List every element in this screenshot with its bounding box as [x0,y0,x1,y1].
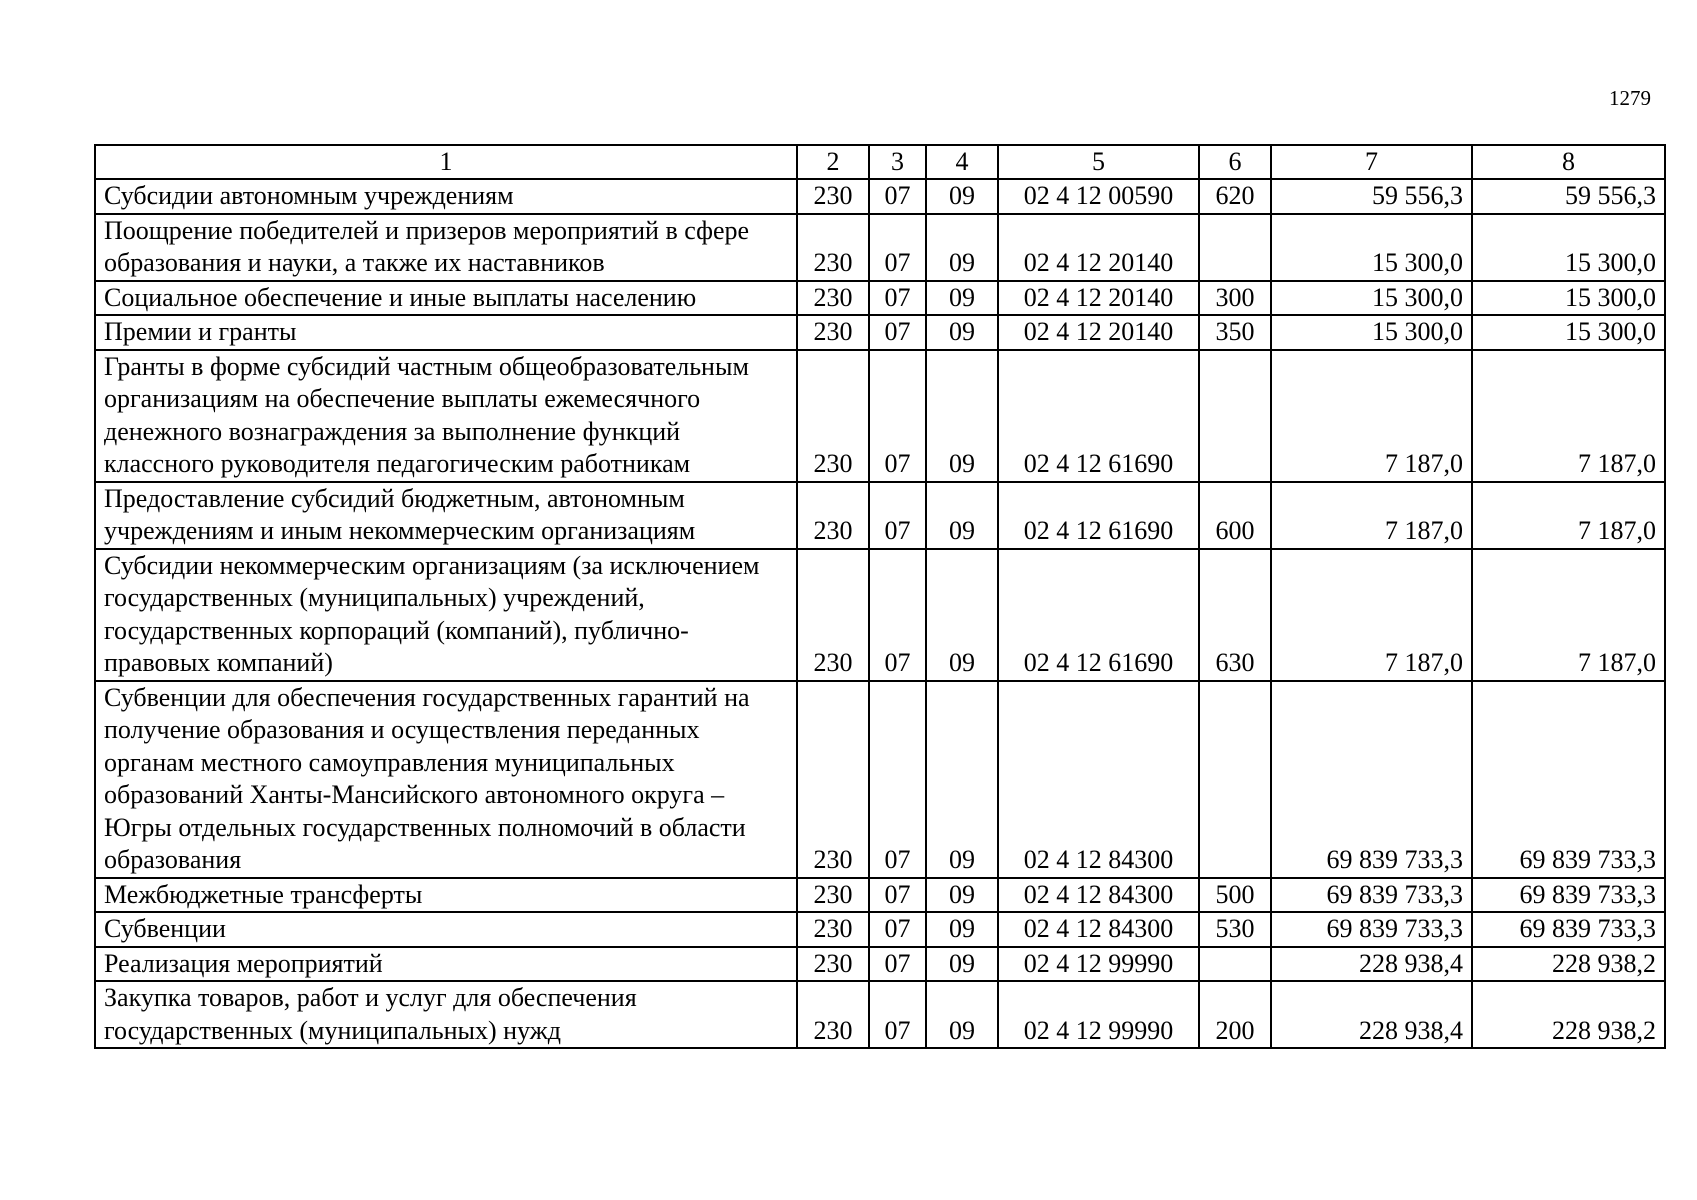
row-name: Социальное обеспечение и иные выплаты населению [95,281,797,316]
column-header: 6 [1199,145,1271,179]
col-7-value: 228 938,4 [1271,981,1472,1048]
col-5-value: 02 4 12 84300 [998,912,1199,947]
column-header: 5 [998,145,1199,179]
col-5-value: 02 4 12 61690 [998,549,1199,681]
col-6-value: 350 [1199,315,1271,350]
col-2-value: 230 [797,549,869,681]
table-row [95,214,1665,281]
col-6-value [1199,350,1271,482]
header-row [95,145,1665,179]
col-4-value: 09 [926,482,998,549]
col-4-value: 09 [926,912,998,947]
row-name: Субвенции для обеспечения государственных гарантий на получение образования и осуществления переданных органам местного самоуправления муниципальных образований Ханты-Мансийского автономного округа – Югры отдельных государственных полномочий в области образования [95,681,797,878]
col-7-value: 228 938,4 [1271,947,1472,982]
col-5-value: 02 4 12 20140 [998,281,1199,316]
col-4-value: 09 [926,315,998,350]
col-6-value: 300 [1199,281,1271,316]
col-8-value: 7 187,0 [1472,549,1665,681]
page-number: 1279 [1609,86,1651,110]
col-4-value: 09 [926,214,998,281]
col-6-value: 200 [1199,981,1271,1048]
table-row [95,315,1665,350]
col-2-value: 230 [797,281,869,316]
col-2-value: 230 [797,482,869,549]
col-8-value: 7 187,0 [1472,482,1665,549]
col-6-value [1199,947,1271,982]
col-2-value: 230 [797,681,869,878]
row-name: Гранты в форме субсидий частным общеобразовательным организациям на обеспечение выплаты ежемесячного денежного вознаграждения за выполнение функций классного руководителя педагогическим работникам [95,350,797,482]
col-6-value [1199,214,1271,281]
column-header: 1 [95,145,797,179]
table-header [95,145,1665,179]
col-7-value: 69 839 733,3 [1271,912,1472,947]
table-row [95,281,1665,316]
col-5-value: 02 4 12 00590 [998,179,1199,214]
col-8-value: 7 187,0 [1472,350,1665,482]
column-header: 4 [926,145,998,179]
col-3-value: 07 [869,179,926,214]
col-7-value: 7 187,0 [1271,350,1472,482]
col-8-value: 69 839 733,3 [1472,912,1665,947]
column-header: 2 [797,145,869,179]
col-6-value: 500 [1199,878,1271,913]
col-4-value: 09 [926,947,998,982]
col-7-value: 69 839 733,3 [1271,878,1472,913]
col-5-value: 02 4 12 61690 [998,482,1199,549]
col-3-value: 07 [869,482,926,549]
col-7-value: 7 187,0 [1271,482,1472,549]
col-5-value: 02 4 12 20140 [998,214,1199,281]
col-3-value: 07 [869,681,926,878]
col-5-value: 02 4 12 99990 [998,981,1199,1048]
col-3-value: 07 [869,947,926,982]
col-2-value: 230 [797,912,869,947]
col-7-value: 15 300,0 [1271,281,1472,316]
table-row [95,350,1665,482]
col-8-value: 15 300,0 [1472,315,1665,350]
col-8-value: 228 938,2 [1472,947,1665,982]
col-3-value: 07 [869,315,926,350]
column-header: 7 [1271,145,1472,179]
col-2-value: 230 [797,179,869,214]
col-3-value: 07 [869,350,926,482]
col-4-value: 09 [926,281,998,316]
row-name: Субсидии некоммерческим организациям (за исключением государственных (муниципальных) учреждений, государственных корпораций (компаний), публично-правовых компаний) [95,549,797,681]
col-6-value: 630 [1199,549,1271,681]
col-3-value: 07 [869,981,926,1048]
row-name: Субвенции [95,912,797,947]
col-5-value: 02 4 12 61690 [998,350,1199,482]
col-2-value: 230 [797,350,869,482]
col-4-value: 09 [926,878,998,913]
col-5-value: 02 4 12 84300 [998,878,1199,913]
table-row [95,912,1665,947]
col-5-value: 02 4 12 84300 [998,681,1199,878]
row-name: Реализация мероприятий [95,947,797,982]
col-7-value: 59 556,3 [1271,179,1472,214]
table-row [95,179,1665,214]
table-row [95,878,1665,913]
col-7-value: 69 839 733,3 [1271,681,1472,878]
table-body [95,179,1665,1048]
col-4-value: 09 [926,179,998,214]
col-8-value: 59 556,3 [1472,179,1665,214]
col-2-value: 230 [797,981,869,1048]
col-2-value: 230 [797,315,869,350]
col-6-value: 600 [1199,482,1271,549]
col-4-value: 09 [926,549,998,681]
row-name: Субсидии автономным учреждениям [95,179,797,214]
row-name: Предоставление субсидий бюджетным, автономным учреждениям и иным некоммерческим организациям [95,482,797,549]
col-7-value: 15 300,0 [1271,315,1472,350]
col-7-value: 15 300,0 [1271,214,1472,281]
column-header: 8 [1472,145,1665,179]
col-4-value: 09 [926,681,998,878]
col-8-value: 69 839 733,3 [1472,681,1665,878]
col-2-value: 230 [797,878,869,913]
row-name: Закупка товаров, работ и услуг для обеспечения государственных (муниципальных) нужд [95,981,797,1048]
col-5-value: 02 4 12 20140 [998,315,1199,350]
budget-table [94,144,1666,1049]
col-2-value: 230 [797,214,869,281]
table-row [95,681,1665,878]
row-name: Поощрение победителей и призеров мероприятий в сфере образования и науки, а также их наставников [95,214,797,281]
col-6-value: 530 [1199,912,1271,947]
col-4-value: 09 [926,981,998,1048]
col-3-value: 07 [869,549,926,681]
col-8-value: 69 839 733,3 [1472,878,1665,913]
col-3-value: 07 [869,912,926,947]
col-8-value: 228 938,2 [1472,981,1665,1048]
col-3-value: 07 [869,214,926,281]
col-6-value: 620 [1199,179,1271,214]
col-3-value: 07 [869,878,926,913]
col-7-value: 7 187,0 [1271,549,1472,681]
col-5-value: 02 4 12 99990 [998,947,1199,982]
table-row [95,482,1665,549]
col-3-value: 07 [869,281,926,316]
table-row [95,981,1665,1048]
col-4-value: 09 [926,350,998,482]
col-6-value [1199,681,1271,878]
col-8-value: 15 300,0 [1472,281,1665,316]
col-8-value: 15 300,0 [1472,214,1665,281]
column-header: 3 [869,145,926,179]
col-2-value: 230 [797,947,869,982]
table-row [95,947,1665,982]
row-name: Межбюджетные трансферты [95,878,797,913]
table-row [95,549,1665,681]
row-name: Премии и гранты [95,315,797,350]
